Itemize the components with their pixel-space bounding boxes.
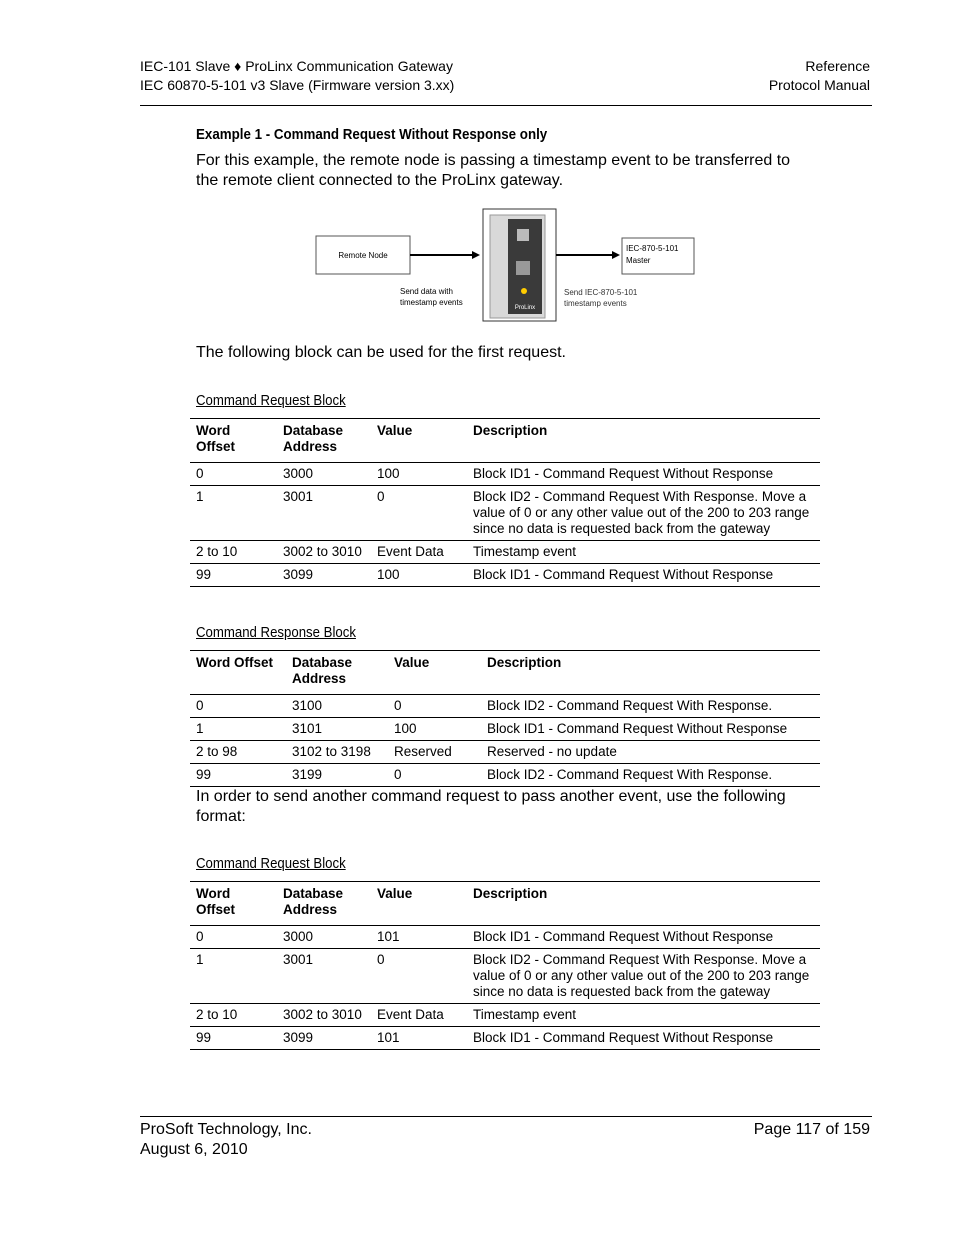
table-header-row — [190, 419, 820, 463]
table-header-row — [190, 651, 820, 695]
cell: Event Data — [371, 1004, 467, 1027]
col-description: Description — [467, 882, 820, 926]
cell: 3002 to 3010 — [277, 541, 371, 564]
arrow-right-head — [612, 251, 620, 259]
table-row — [190, 741, 820, 764]
send-iec-label-2: timestamp events — [564, 299, 627, 308]
cell: Timestamp event — [467, 1004, 820, 1027]
col-database-address: Database Address — [277, 882, 371, 926]
cell: Block ID2 - Command Request With Response. — [481, 764, 820, 787]
table-row — [190, 541, 820, 564]
cell: 0 — [190, 695, 286, 718]
footer-company: ProSoft Technology, Inc. — [140, 1121, 312, 1138]
table-row — [190, 1027, 820, 1050]
cell: 3002 to 3010 — [277, 1004, 371, 1027]
master-label-1: IEC-870-5-101 — [626, 244, 679, 253]
cell: 3100 — [286, 695, 388, 718]
cell: Block ID1 - Command Request Without Response — [467, 463, 820, 486]
col-value: Value — [371, 882, 467, 926]
header-right — [769, 57, 870, 95]
table-row — [190, 695, 820, 718]
cell: Timestamp event — [467, 541, 820, 564]
device-port-top — [517, 229, 529, 241]
master-label-2: Master — [626, 256, 651, 265]
cell: 100 — [371, 564, 467, 587]
device-led — [521, 288, 527, 294]
cell: 100 — [388, 718, 481, 741]
cell: 99 — [190, 1027, 277, 1050]
cell: 2 to 10 — [190, 541, 277, 564]
send-iec-label-1: Send IEC-870-5-101 — [564, 288, 638, 297]
following-text: The following block can be used for the first request. — [196, 344, 566, 361]
cell: Reserved - no update — [481, 741, 820, 764]
cell: Block ID2 - Command Request With Response. — [481, 695, 820, 718]
cell: 3102 to 3198 — [286, 741, 388, 764]
col-description: Description — [467, 419, 820, 463]
header-divider — [140, 105, 872, 106]
cell: Reserved — [388, 741, 481, 764]
cell: 0 — [190, 926, 277, 949]
cell: 3001 — [277, 949, 371, 1004]
cell: 0 — [388, 695, 481, 718]
table-row — [190, 1004, 820, 1027]
footer-page-number: Page 117 of 159 — [753, 1121, 870, 1138]
send-data-label-2: timestamp events — [400, 298, 463, 307]
device-port-mid — [516, 261, 530, 275]
cell: 3000 — [277, 926, 371, 949]
cell: Block ID1 - Command Request Without Response — [467, 926, 820, 949]
table-row — [190, 564, 820, 587]
table-row — [190, 764, 820, 787]
col-value: Value — [371, 419, 467, 463]
cell: 3099 — [277, 1027, 371, 1050]
cell: 1 — [190, 486, 277, 541]
gateway-diagram — [300, 205, 720, 325]
cell: 0 — [371, 486, 467, 541]
cell: 2 to 10 — [190, 1004, 277, 1027]
command-response-table — [190, 650, 820, 787]
example-title: Example 1 - Command Request Without Response only — [196, 127, 548, 143]
header-left — [140, 57, 454, 95]
cell: 3101 — [286, 718, 388, 741]
header-section: Reference — [805, 58, 870, 74]
cell: 2 to 98 — [190, 741, 286, 764]
col-database-address: Database Address — [286, 651, 388, 695]
footer-left — [140, 1120, 312, 1160]
table1-title: Command Request Block — [196, 392, 346, 409]
table-row — [190, 486, 820, 541]
cell: 1 — [190, 949, 277, 1004]
header-product: IEC-101 Slave ♦ ProLinx Communication Gateway — [140, 58, 453, 74]
table-row — [190, 463, 820, 486]
cell: 3001 — [277, 486, 371, 541]
cell: Event Data — [371, 541, 467, 564]
table-row — [190, 718, 820, 741]
send-data-label-1: Send data with — [400, 287, 453, 296]
cell: 3199 — [286, 764, 388, 787]
table2-title: Command Response Block — [196, 624, 356, 641]
col-word-offset: Word Offset — [190, 419, 277, 463]
footer-date: August 6, 2010 — [140, 1141, 248, 1158]
cell: 1 — [190, 718, 286, 741]
cell: 101 — [371, 926, 467, 949]
cell: 99 — [190, 564, 277, 587]
col-word-offset: Word Offset — [190, 882, 277, 926]
command-request-table-1 — [190, 418, 820, 587]
cell: Block ID2 - Command Request With Response. Move a value of 0 or any other value out of the 200 to 203 range since no data is requested back from the gateway — [467, 486, 820, 541]
col-database-address: Database Address — [277, 419, 371, 463]
cell: 0 — [190, 463, 277, 486]
table-row — [190, 949, 820, 1004]
command-request-table-2 — [190, 881, 820, 1050]
cell: 101 — [371, 1027, 467, 1050]
col-description: Description — [481, 651, 820, 695]
table-row — [190, 926, 820, 949]
cell: 0 — [388, 764, 481, 787]
cell: 3099 — [277, 564, 371, 587]
remote-node-label: Remote Node — [338, 251, 388, 260]
cell: Block ID1 - Command Request Without Response — [481, 718, 820, 741]
header-manual: Protocol Manual — [768, 77, 870, 93]
cell: 99 — [190, 764, 286, 787]
cell: 0 — [371, 949, 467, 1004]
device-brand: ProLinx — [514, 305, 536, 311]
arrow-left-head — [472, 251, 480, 259]
example-intro: For this example, the remote node is passing a timestamp event to be transferred to the remote client connected to the ProLinx gateway. — [196, 152, 791, 189]
cell: Block ID2 - Command Request With Response. Move a value of 0 or any other value out of the 200 to 203 range since no data is requested back from the gateway — [467, 949, 820, 1004]
col-word-offset: Word Offset — [190, 651, 286, 695]
table3-title: Command Request Block — [196, 855, 346, 872]
col-value: Value — [388, 651, 481, 695]
cell: Block ID1 - Command Request Without Response — [467, 564, 820, 587]
cell: 100 — [371, 463, 467, 486]
table-header-row — [190, 882, 820, 926]
between-text: In order to send another command request to pass another event, use the following format: — [196, 788, 786, 825]
header-firmware: IEC 60870-5-101 v3 Slave (Firmware version 3.xx) — [140, 77, 455, 93]
footer-divider — [140, 1116, 872, 1117]
cell: 3000 — [277, 463, 371, 486]
cell: Block ID1 - Command Request Without Response — [467, 1027, 820, 1050]
